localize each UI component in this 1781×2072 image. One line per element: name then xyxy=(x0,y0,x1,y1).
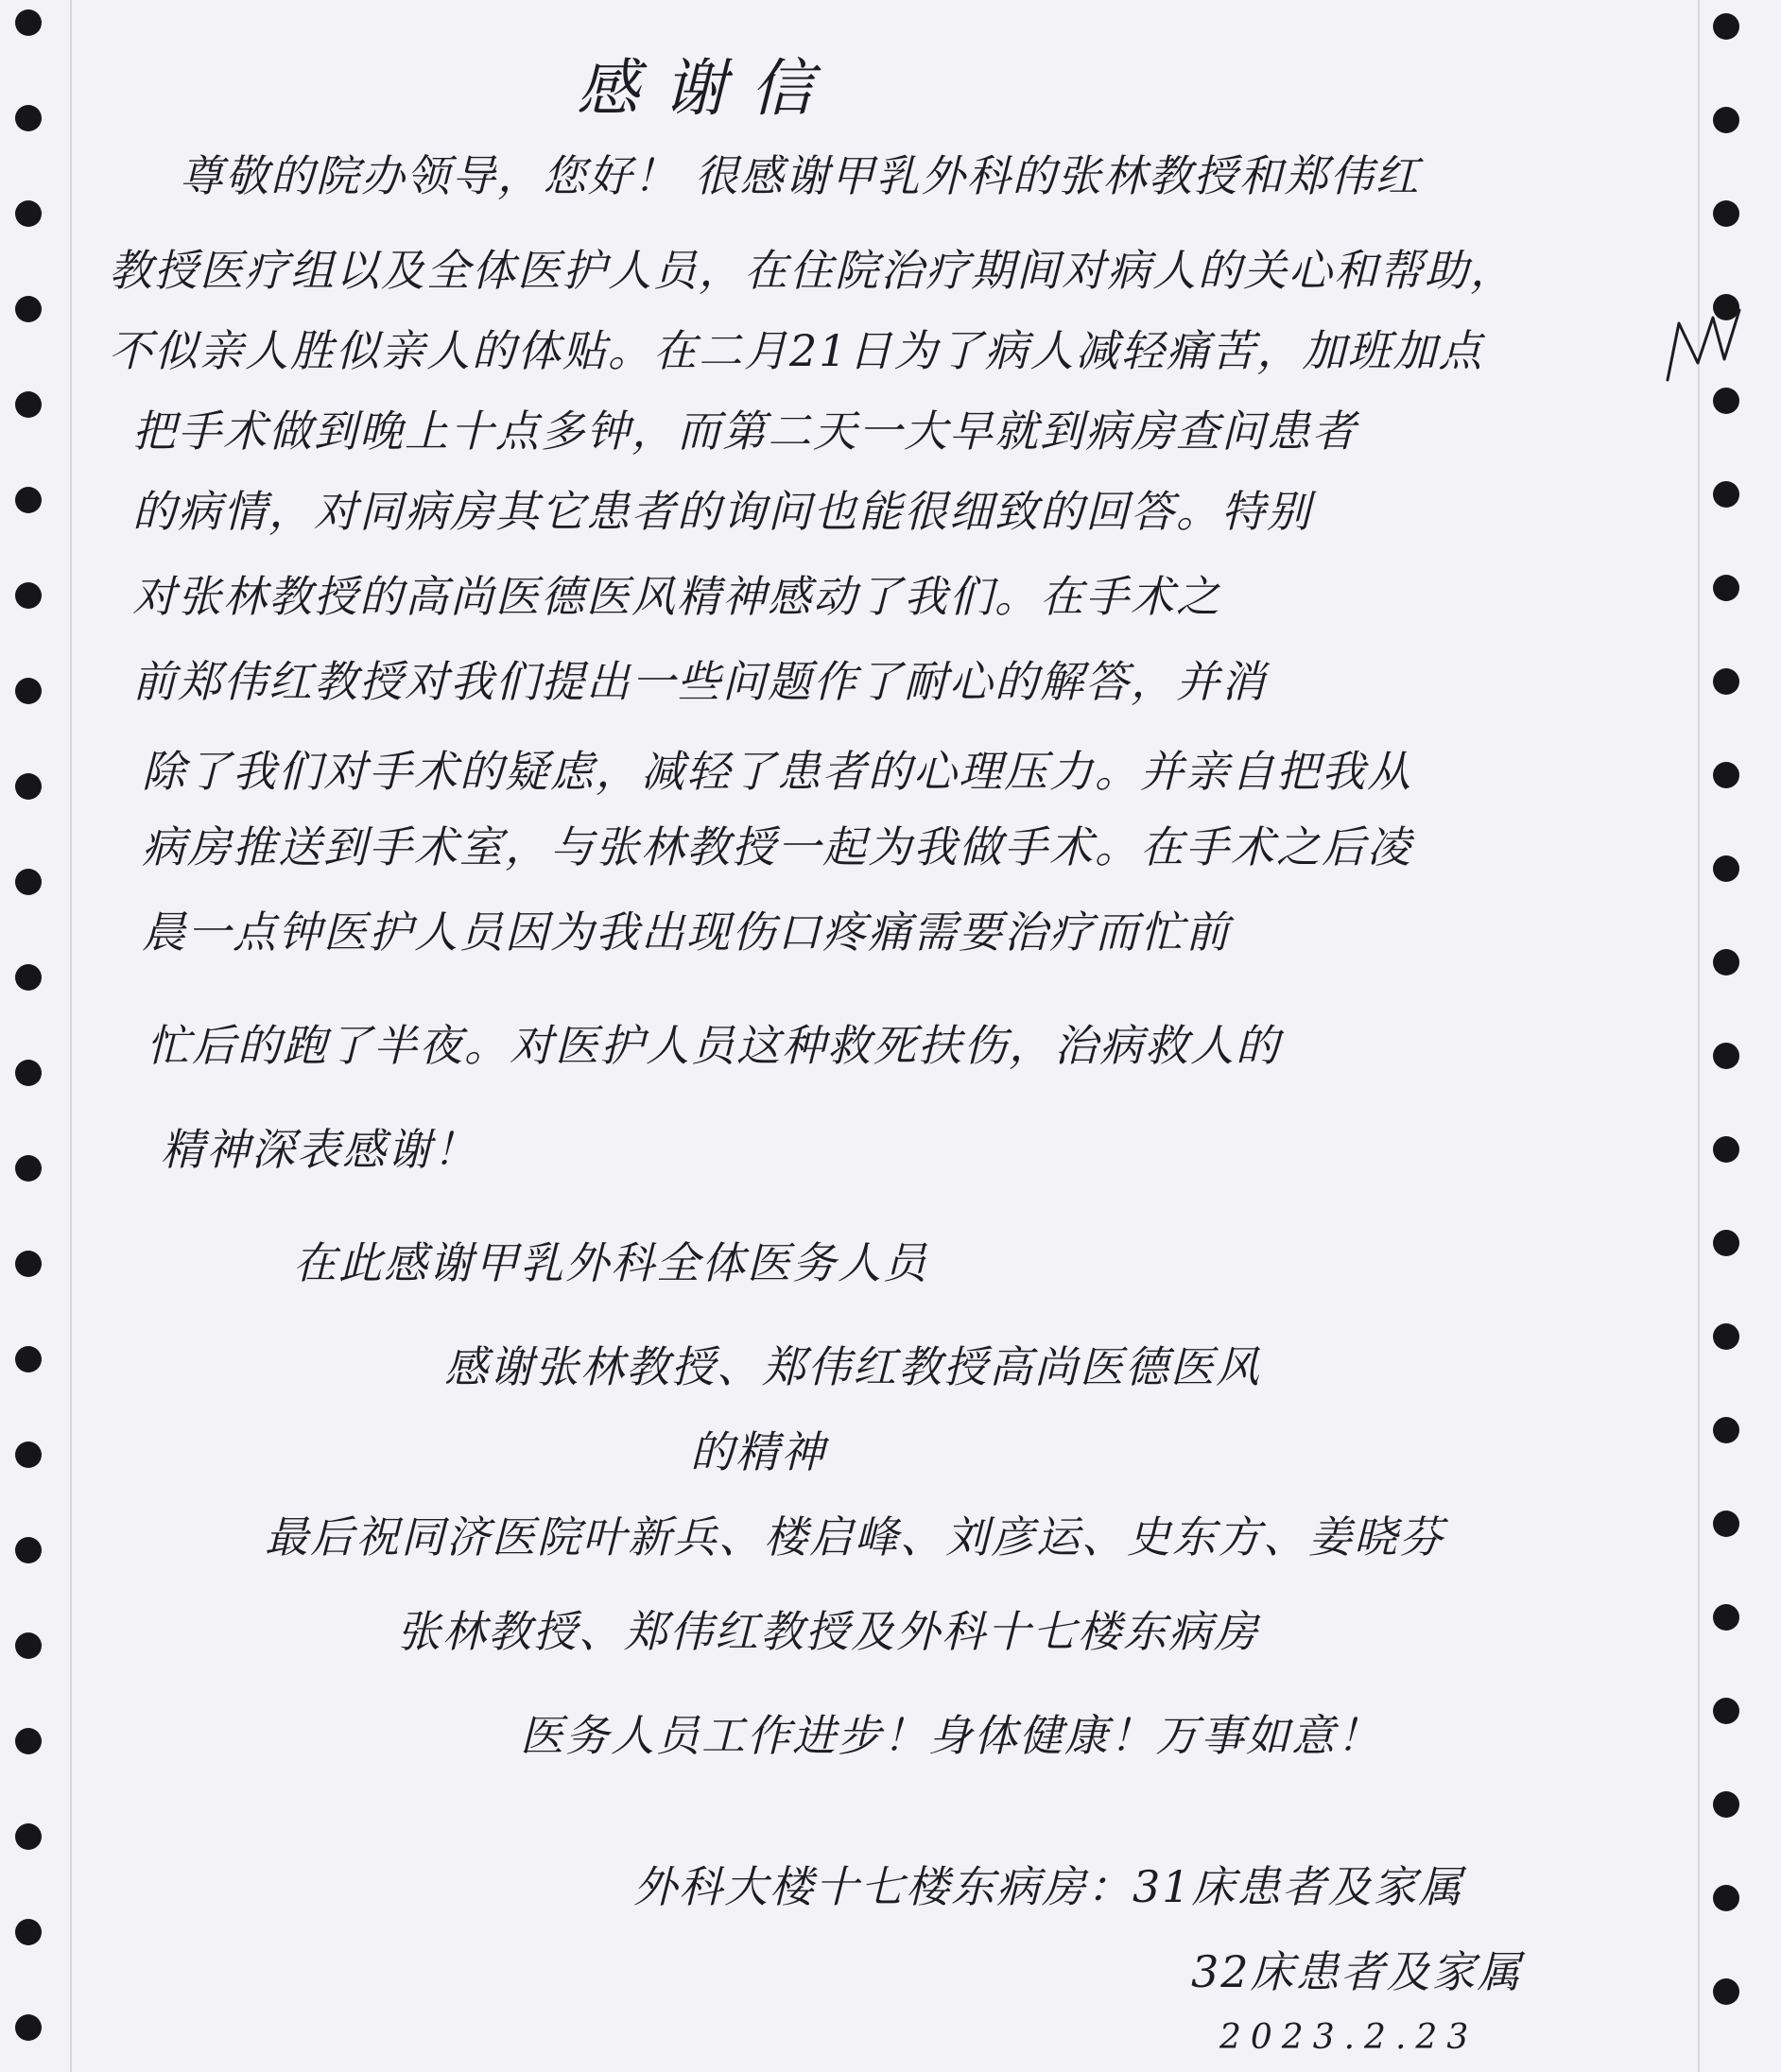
body-line: 教授医疗组以及全体医护人员，在住院治疗期间对病人的关心和帮助， xyxy=(109,245,1515,296)
tractor-hole xyxy=(1713,1511,1739,1537)
tractor-hole xyxy=(15,1537,42,1563)
tractor-hole xyxy=(1713,1323,1739,1350)
tractor-hole xyxy=(1713,1043,1739,1069)
tractor-hole xyxy=(1713,1230,1739,1256)
body-line: 病房推送到手术室，与张林教授一起为我做手术。在手术之后凌 xyxy=(142,821,1412,872)
tractor-hole xyxy=(15,1823,42,1850)
tractor-hole xyxy=(1713,1604,1739,1631)
tractor-hole xyxy=(1713,107,1739,133)
tractor-hole xyxy=(15,1728,42,1754)
tractor-hole xyxy=(15,1155,42,1182)
tractor-hole xyxy=(1713,1885,1739,1911)
tractor-hole xyxy=(1713,762,1739,788)
tractor-hole xyxy=(15,964,42,991)
tractor-hole xyxy=(1713,855,1739,882)
tractor-hole xyxy=(15,200,42,227)
tractor-hole xyxy=(1713,949,1739,976)
tractor-hole xyxy=(15,773,42,800)
letter-date: 2023.2.23 xyxy=(1219,2018,1478,2057)
tractor-hole xyxy=(15,1251,42,1277)
left-perforation-line xyxy=(70,0,72,2072)
tractor-hole xyxy=(1713,1978,1739,2005)
letter-title: 感谢信 xyxy=(577,52,838,125)
tractor-hole xyxy=(15,2014,42,2041)
tractor-hole xyxy=(1713,575,1739,601)
body-line: 把手术做到晚上十点多钟，而第二天一大早就到病房查问患者 xyxy=(132,406,1357,457)
tractor-hole xyxy=(15,1632,42,1659)
body-line: 不似亲人胜似亲人的体贴。在二月21日为了病人减轻痛苦，加班加点 xyxy=(109,325,1484,376)
tractor-hole xyxy=(1713,1698,1739,1724)
tractor-hole xyxy=(15,296,42,322)
signature-line-2: 32床患者及家属 xyxy=(1191,1946,1523,1997)
tractor-hole xyxy=(15,1060,42,1086)
closing-line: 在此感谢甲乳外科全体医务人员 xyxy=(293,1237,928,1288)
closing-line: 最后祝同济医院叶新兵、楼启峰、刘彦运、史东方、姜晓芬 xyxy=(265,1511,1444,1563)
tractor-hole xyxy=(15,487,42,513)
margin-scribble-icon xyxy=(1662,304,1747,389)
body-line: 尊敬的院办领导，您好！ 很感谢甲乳外科的张林教授和郑伟红 xyxy=(180,150,1421,201)
tractor-hole xyxy=(1713,1791,1739,1818)
tractor-hole xyxy=(1713,200,1739,227)
body-line: 除了我们对手术的疑虑，减轻了患者的心理压力。并亲自把我从 xyxy=(142,746,1412,797)
signature-line-1: 外科大楼十七楼东病房：31床患者及家属 xyxy=(633,1861,1464,1912)
tractor-hole xyxy=(15,391,42,418)
tractor-hole xyxy=(1713,481,1739,508)
margin-mark xyxy=(1662,304,1747,393)
closing-line: 张林教授、郑伟红教授及外科十七楼东病房 xyxy=(397,1606,1259,1657)
tractor-hole xyxy=(1713,1136,1739,1163)
body-line: 前郑伟红教授对我们提出一些问题作了耐心的解答，并消 xyxy=(132,656,1267,707)
body-line: 的病情，对同病房其它患者的询问也能很细致的回答。特别 xyxy=(132,486,1312,537)
tractor-hole xyxy=(1713,668,1739,695)
tractor-hole xyxy=(15,105,42,131)
closing-line: 感谢张林教授、郑伟红教授高尚医德医风 xyxy=(444,1341,1261,1392)
body-line: 对张林教授的高尚医德医风精神感动了我们。在手术之 xyxy=(132,571,1221,622)
tractor-hole xyxy=(1713,1417,1739,1443)
body-line: 晨一点钟医护人员因为我出现伤口疼痛需要治疗而忙前 xyxy=(142,906,1231,958)
tractor-hole xyxy=(1713,13,1739,40)
body-line: 忙后的跑了半夜。对医护人员这种救死扶伤，治病救人的 xyxy=(147,1020,1281,1071)
tractor-hole xyxy=(15,869,42,895)
closing-line: 的精神 xyxy=(690,1426,826,1477)
tractor-hole xyxy=(15,1919,42,1945)
body-line: 精神深表感谢！ xyxy=(161,1124,478,1175)
tractor-hole xyxy=(15,678,42,704)
tractor-hole xyxy=(15,1346,42,1373)
tractor-hole xyxy=(15,9,42,36)
tractor-hole xyxy=(15,582,42,609)
tractor-hole xyxy=(15,1442,42,1468)
closing-line: 医务人员工作进步！身体健康！万事如意！ xyxy=(520,1710,1382,1761)
